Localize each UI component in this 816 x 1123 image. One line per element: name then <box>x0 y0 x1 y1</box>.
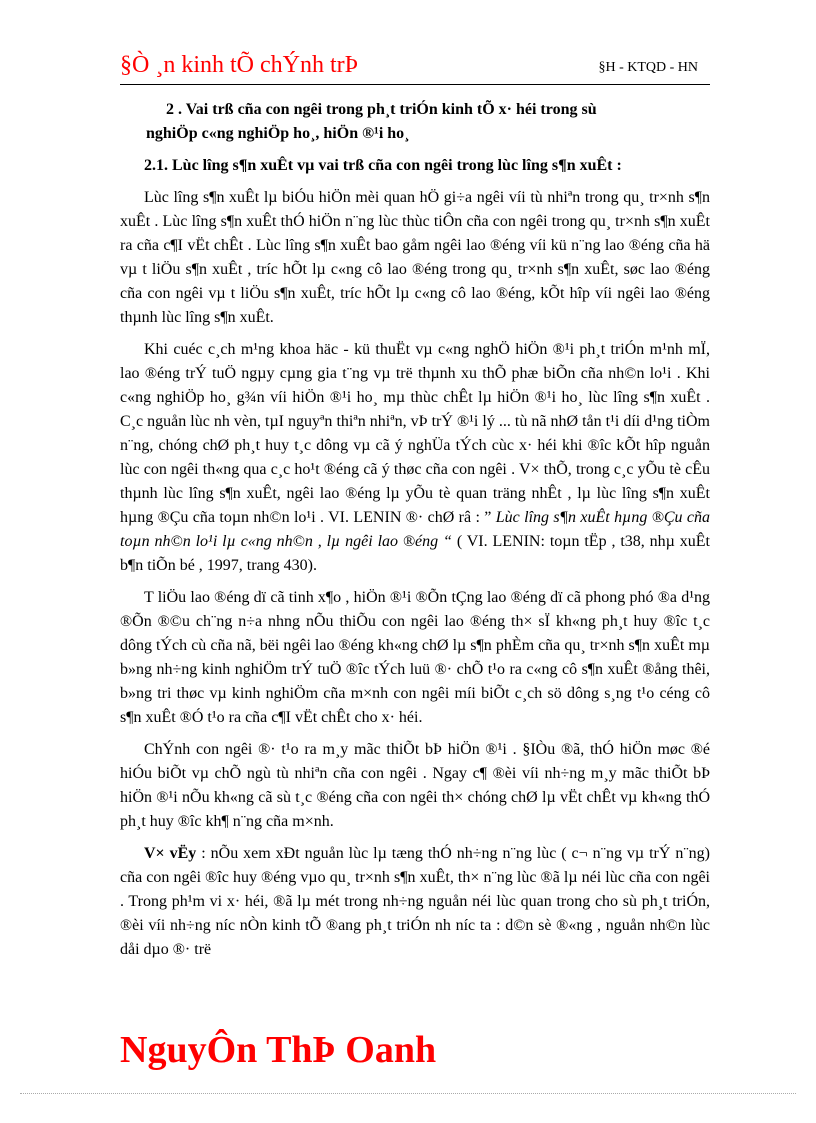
section-heading-line1: 2 . Vai trß cña con ngêi trong ph¸t triÓn kinh tÕ x· héi trong sù <box>166 101 597 118</box>
header-school: §H - KTQD - HN <box>598 60 698 75</box>
paragraph-2 <box>120 338 710 578</box>
section-heading <box>120 98 710 146</box>
paragraph-3: T liÖu lao ®éng dï cã tinh x¶o , hiÖn ®¹i ®Õn tÇng lao ®éng dï cã phong phó ®a d¹ng ®Õn ®©u ch¨ng n÷a nhng nÕu thiÕu con ngêi lao ®éng th× sÏ kh«ng ph¸t huy ®îc t¸c dông tÝch cù cña nã, bëi ngêi lao ®éng kh«ng chØ lµ s¶n phÈm cña qu¸ tr×nh s¶n xuÊt mµ b»ng nh÷ng kinh nghiÖm trÝ tuÖ ®îc tÝch luü ®· chÕ t¹o ra c«ng cô s¶n xuÊt ®ång thêi, b»ng tri thøc vµ kinh nghiÖm cña m×nh con ngêi míi biÕt c¸ch sö dông s¸ng t¹o céng cô s¶n xuÊt ®Ó t¹o ra cña c¶I vËt chÊt cho x· héi. <box>120 589 710 726</box>
footer-author: NguyÔn ThÞ Oanh <box>120 1029 437 1071</box>
header-title: §Ò ¸n kinh tÕ chÝnh trÞ <box>120 52 358 78</box>
paragraph-1: Lùc lîng s¶n xuÊt lµ biÓu hiÖn mèi quan hÖ gi÷a ngêi víi tù nhiªn trong qu¸ tr×nh s¶n xuÊt . Lùc lîng s¶n xuÊt thÓ hiÖn n¨ng lùc thùc tiÔn cña con ngêi trong qu¸ tr×nh s¶n xuÊt ra cña c¶I vËt chÊt . Lùc lîng s¶n xuÊt bao gåm ngêi lao ®éng víi kü n¨ng lao ®éng cña hä vµ t liÖu s¶n xuÊt , tríc hÕt lµ c«ng cô lao ®éng trong qu¸ tr×nh s¶n xuÊt, søc lao ®éng cña con ngêi vµ t liÖu s¶n xuÊt, tríc hÕt lµ c«ng cô lao ®éng, kÕt hîp víi ngêi lao ®éng thµnh lùc lîng s¶n xuÊt. <box>120 189 710 326</box>
lenin-citation: ( VI. LENIN: toµn tËp , t38, nhµ xuÊt b¶n tiÕn bé , 1997, trang 430). <box>120 533 710 574</box>
document-body <box>120 98 710 970</box>
paragraph-5 <box>120 842 710 962</box>
subsection-heading: 2.1. Lùc lîng s¶n xuÊt vµ vai trß cña con ngêi trong lùc lîng s¶n xuÊt : <box>144 157 622 174</box>
section-heading-line2: nghiÖp c«ng nghiÖp ho¸, hiÖn ®¹i ho¸ <box>146 125 410 142</box>
paragraph-5-rest: : nÕu xem xÐt nguån lùc lµ tæng thÓ nh÷ng n¨ng lùc ( c¬ n¨ng vµ trÝ n¨ng) cña con ngêi ®îc huy ®éng vµo qu¸ tr×nh s¶n xuÊt, th× n¨ng lùc ®ã lµ néi lùc cña con ngêi . Trong ph¹m vi x· héi, ®ã lµ mét trong nh÷ng nguån néi lùc quan trong cho sù ph¸t triÓn, ®èi víi nh÷ng níc nÒn kinh tÕ ®ang ph¸t triÓn nh níc ta : d©n sè ®«ng , nguån nh©n lùc dåi dµo ®· trë <box>120 845 710 958</box>
paragraph-4: ChÝnh con ngêi ®· t¹o ra m¸y mãc thiÕt bÞ hiÖn ®¹i . §IÒu ®ã, thÓ hiÖn møc ®é hiÓu biÕt vµ chÕ ngù tù nhiªn cña con ngêi . Ngay c¶ ®èi víi nh÷ng m¸y mãc thiÕt bÞ hiÖn ®¹i nÕu kh«ng cã sù t¸c ®éng cña con ngêi th× chóng chØ lµ vËt chÊt vµ kh«ng thÓ ph¸t huy ®îc kh¶ n¨ng cña m×nh. <box>120 741 710 830</box>
paragraph-2-main: Khi cuéc c¸ch m¹ng khoa häc - kü thuËt vµ c«ng nghÖ hiÖn ®¹i ph¸t triÓn m¹nh mÏ, lao ®éng trÝ tuÖ ngµy cµng gia t¨ng vµ trë thµnh xu thÕ phæ biÕn cña nh©n lo¹i . Khi c«ng nghiÖp ho¸ g¾n víi hiÖn ®¹i ho¸ mµ thùc chÊt lµ hiÖn ®¹i ho¸ lùc lîng s¶n xuÊt . C¸c nguån lùc nh vèn, tµI nguyªn thiªn nhiªn, vÞ trÝ ®¹i lý ... tù nã nhØ tån t¹i díi d¹ng tiÒm n¨ng, chóng chØ ph¸t huy t¸c dông vµ cã ý nghÜa tÝch cùc x· héi khi ®îc kÕt hîp nguån lùc con ngêi th«ng qua c¸c ho¹t ®éng cã ý thøc cña con ngêi . V× thÕ, trong c¸c yÕu tè cÊu thµnh lùc lîng s¶n xuÊt, ngêi lao ®éng lµ yÕu tè quan träng nhÊt , lµ lùc lîng s¶n xuÊt hµng ®Çu cña toµn nh©n lo¹i . VI. LENIN ®· chØ râ : ” <box>120 341 710 526</box>
paragraph-5-lead: V× vËy <box>144 845 197 862</box>
page-header <box>120 50 710 82</box>
lenin-quote: Lùc lîng s¶n xuÊt hµng ®Çu cña toµn nh©n lo¹i lµ c«ng nh©n , lµ ngêi lao ®éng “ <box>120 509 711 550</box>
page-bottom-divider <box>20 1093 796 1094</box>
header-divider <box>120 84 710 85</box>
